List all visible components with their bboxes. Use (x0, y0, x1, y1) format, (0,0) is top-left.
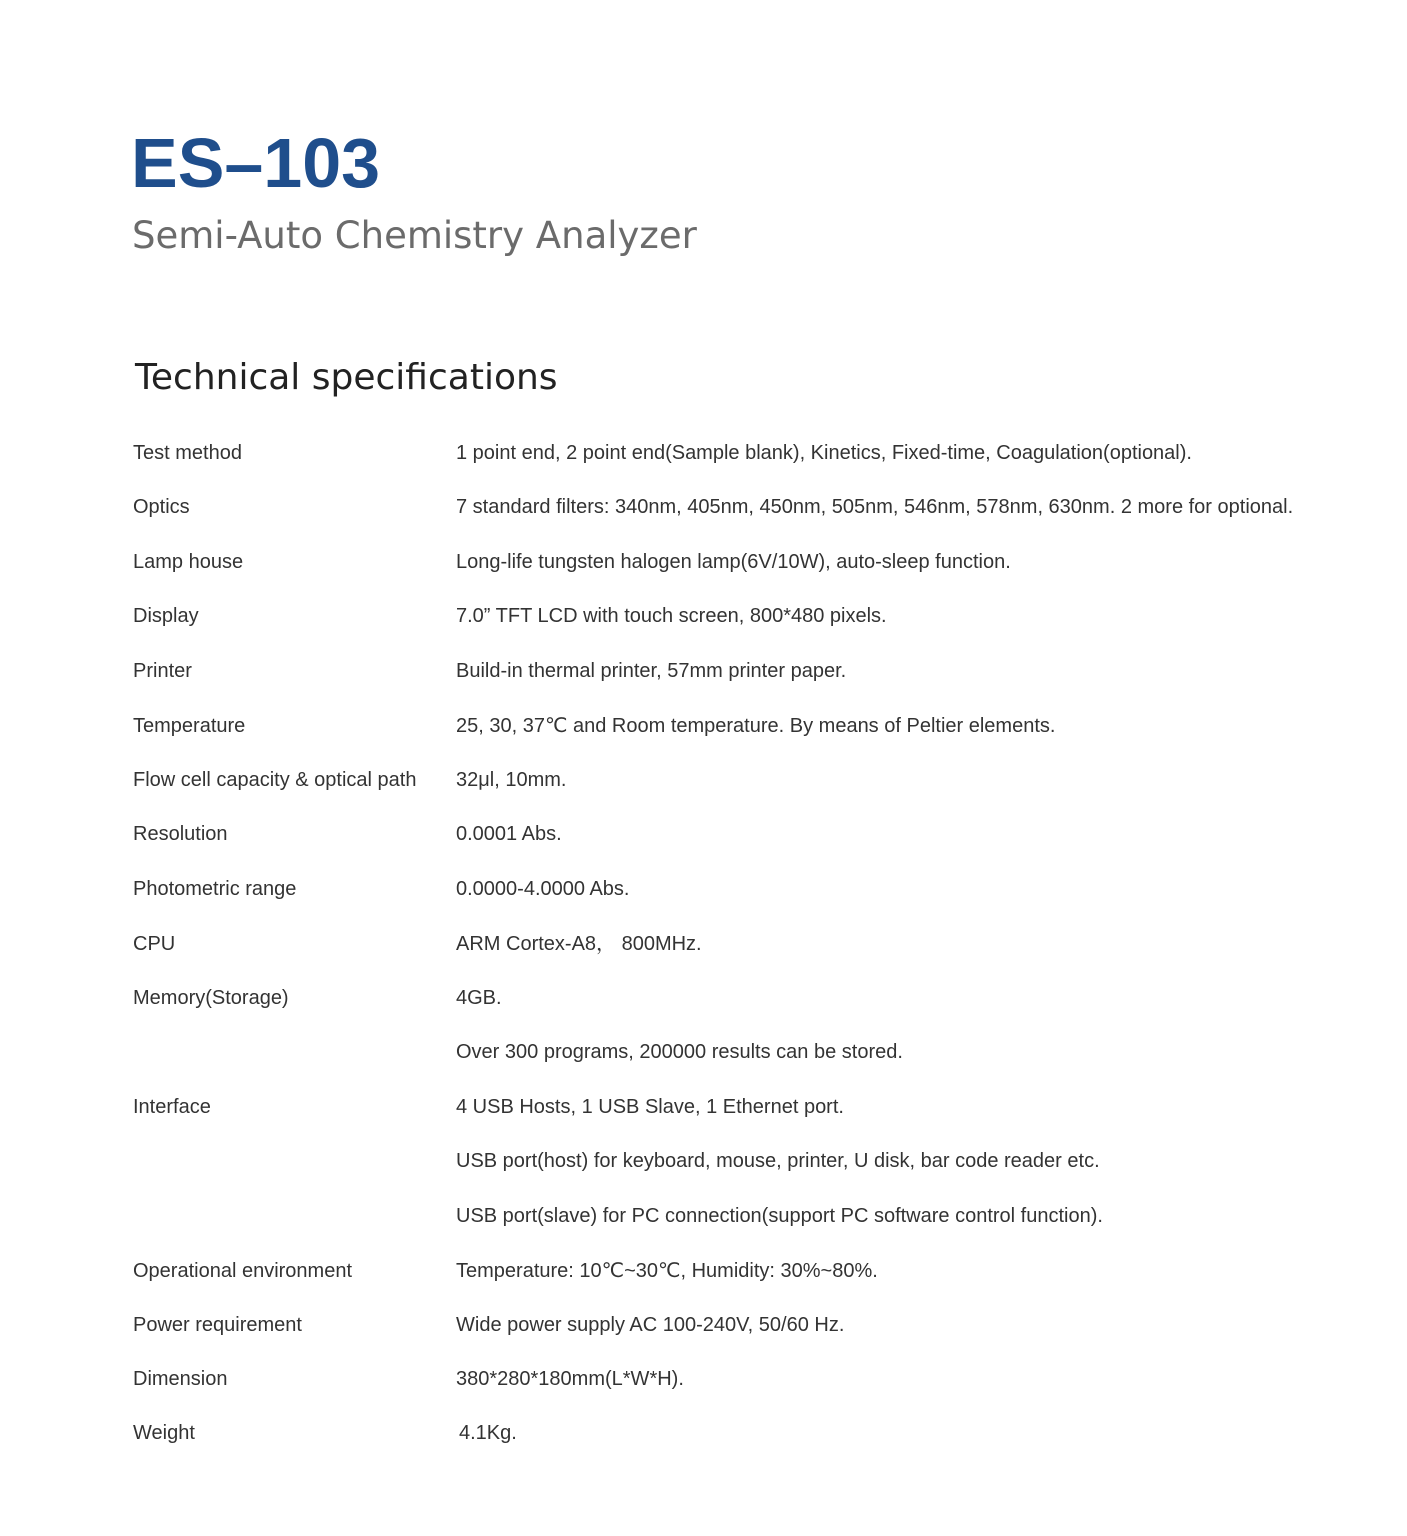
spec-value: 32μl, 10mm. (456, 769, 567, 791)
spec-label: Optics (133, 496, 190, 518)
spec-row (133, 710, 1363, 742)
spec-row (133, 1309, 1363, 1341)
spec-label: Operational environment (133, 1260, 353, 1282)
spec-row (133, 1145, 1363, 1177)
spec-label: Memory(Storage) (133, 987, 289, 1009)
spec-label: CPU (133, 933, 176, 955)
spec-row (133, 1036, 1363, 1068)
spec-value: USB port(slave) for PC connection(support PC software control function). (456, 1205, 1103, 1227)
spec-value: 0.0000-4.0000 Abs. (456, 878, 630, 900)
spec-label: Flow cell capacity & optical path (133, 769, 417, 791)
spec-value: 25, 30, 37℃ and Room temperature. By means of Peltier elements. (456, 715, 1056, 737)
spec-row (133, 1417, 1363, 1449)
spec-value: Temperature: 10℃~30℃, Humidity: 30%~80%. (456, 1260, 878, 1282)
spec-label: Test method (133, 442, 242, 464)
spec-row (133, 982, 1363, 1014)
spec-row (133, 1363, 1363, 1395)
spec-row (133, 546, 1363, 578)
section-title: Technical specifications (135, 357, 558, 398)
spec-label: Printer (133, 660, 192, 682)
spec-label: Photometric range (133, 878, 297, 900)
spec-value: Build-in thermal printer, 57mm printer paper. (456, 660, 847, 682)
spec-value: Over 300 programs, 200000 results can be stored. (456, 1041, 903, 1063)
spec-value: 4.1Kg. (459, 1422, 517, 1444)
spec-label: Weight (133, 1422, 195, 1444)
spec-value: 4 USB Hosts, 1 USB Slave, 1 Ethernet port. (456, 1096, 844, 1118)
spec-row (133, 818, 1363, 850)
spec-value: 380*280*180mm(L*W*H). (456, 1368, 684, 1390)
spec-row (133, 1200, 1363, 1232)
spec-row (133, 764, 1363, 796)
spec-value: USB port(host) for keyboard, mouse, printer, U disk, bar code reader etc. (456, 1150, 1100, 1172)
spec-value: 7 standard filters: 340nm, 405nm, 450nm, 505nm, 546nm, 578nm, 630nm. 2 more for optional. (456, 496, 1294, 518)
spec-row (133, 1091, 1363, 1123)
spec-row (133, 600, 1363, 632)
spec-value: Wide power supply AC 100-240V, 50/60 Hz. (456, 1314, 845, 1336)
spec-value: Long-life tungsten halogen lamp(6V/10W), auto-sleep function. (456, 551, 1011, 573)
spec-label: Power requirement (133, 1314, 302, 1336)
spec-label: Display (133, 605, 199, 627)
spec-value: 1 point end, 2 point end(Sample blank), Kinetics, Fixed-time, Coagulation(optional). (456, 442, 1192, 464)
spec-value: ARM Cortex-A8， 800MHz. (456, 933, 702, 955)
spec-row (133, 437, 1363, 469)
spec-row (133, 928, 1363, 960)
spec-value: 7.0” TFT LCD with touch screen, 800*480 pixels. (456, 605, 887, 627)
spec-row (133, 655, 1363, 687)
product-title: ES–103 (131, 124, 381, 202)
spec-label: Temperature (133, 715, 246, 737)
spec-value: 0.0001 Abs. (456, 823, 562, 845)
spec-label: Interface (133, 1096, 211, 1118)
spec-label: Dimension (133, 1368, 228, 1390)
spec-label: Resolution (133, 823, 228, 845)
spec-value: 4GB. (456, 987, 502, 1009)
spec-label: Lamp house (133, 551, 244, 573)
spec-row (133, 873, 1363, 905)
product-subtitle: Semi-Auto Chemistry Analyzer (132, 214, 697, 257)
spec-row (133, 1255, 1363, 1287)
spec-row (133, 491, 1363, 523)
